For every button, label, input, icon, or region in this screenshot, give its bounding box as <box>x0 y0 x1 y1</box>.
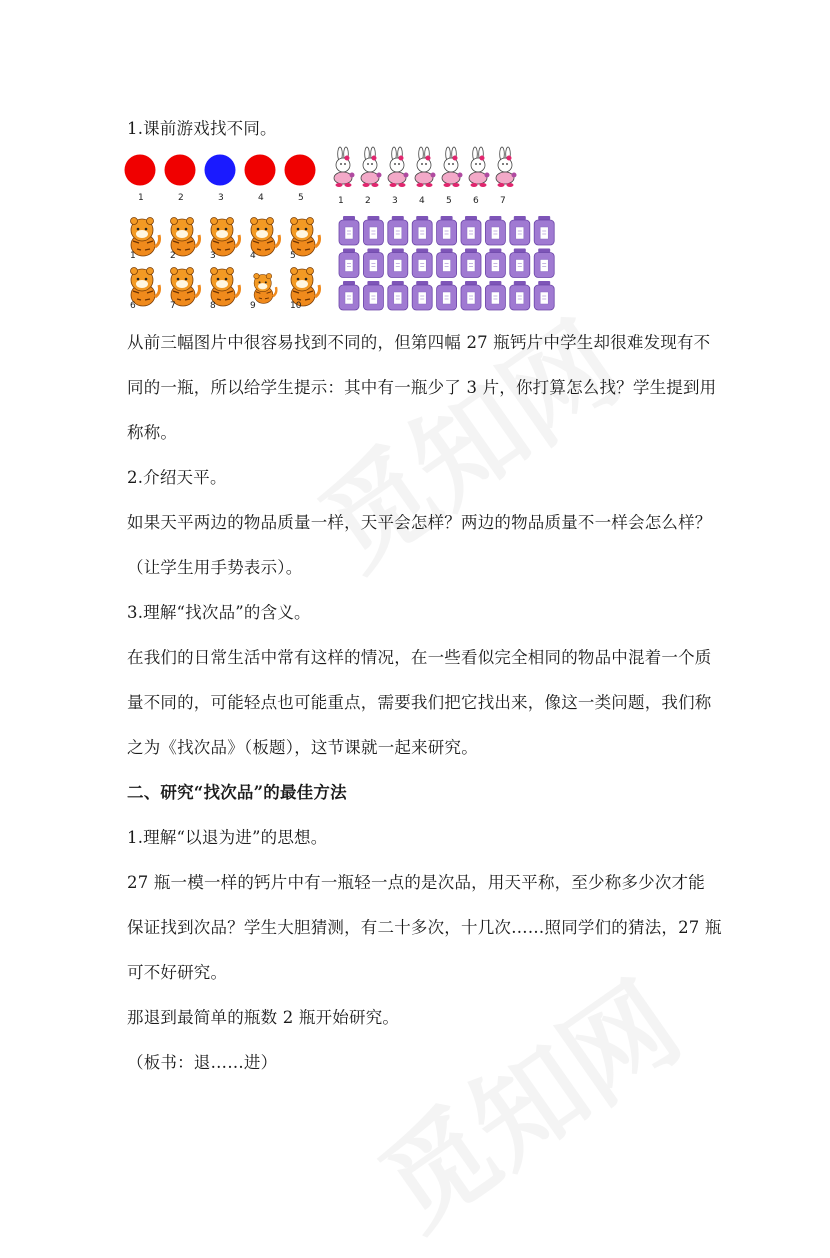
paragraph-line: 27 瓶一模一样的钙片中有一瓶轻一点的是次品，用天平称，至少称多少次才能 <box>127 873 705 892</box>
calcium-bottle-icon <box>412 249 432 278</box>
calcium-bottle-icon <box>485 249 505 278</box>
rabbit-label: 3 <box>392 196 398 206</box>
calcium-bottle-icon <box>510 281 530 310</box>
calcium-bottle-icon <box>412 281 432 310</box>
balls-svg <box>124 150 324 190</box>
rabbit-icon <box>388 147 409 187</box>
watermark <box>285 280 646 599</box>
paragraph-line: （让学生用手势表示）。 <box>127 558 303 577</box>
calcium-bottle-icon <box>388 216 408 245</box>
rabbit-icon <box>361 147 382 187</box>
calcium-bottle-icon <box>339 249 359 278</box>
calcium-bottle-icon <box>510 249 530 278</box>
figure-rabbits <box>327 145 532 210</box>
paragraph-line: 称称。 <box>127 423 178 442</box>
calcium-bottle-icon <box>461 281 481 310</box>
tiger-label: 10 <box>290 301 302 311</box>
paragraph-line: 保证找到次品？学生大胆猜测，有二十多次，十几次……照同学们的猜法，27 瓶 <box>127 918 722 937</box>
calcium-bottle-icon <box>363 249 383 278</box>
rabbit-icon <box>334 147 355 187</box>
figure-calcium-bottles <box>338 216 558 316</box>
rabbit-label: 4 <box>419 196 425 206</box>
rabbit-icon <box>496 147 517 187</box>
tiger-label: 1 <box>130 251 136 261</box>
ball-4 <box>245 155 276 186</box>
rabbit-icon <box>415 147 436 187</box>
heading-activity-1: 1.课前游戏找不同。 <box>127 119 277 138</box>
paragraph-line: 在我们的日常生活中常有这样的情况，在一些看似完全相同的物品中混着一个质 <box>127 648 712 667</box>
tigers-svg <box>124 215 324 315</box>
paragraph-line: 如果天平两边的物品质量一样，天平会怎样？两边的物品质量不一样会怎么样？ <box>127 513 712 532</box>
rabbit-icon <box>442 147 463 187</box>
figure-balls <box>124 150 324 210</box>
ball-label: 2 <box>178 193 184 203</box>
calcium-bottle-icon <box>363 216 383 245</box>
paragraph-line: 那退到最简单的瓶数 2 瓶开始研究。 <box>127 1008 400 1027</box>
tiger-label: 5 <box>290 251 296 261</box>
calcium-bottle-icon <box>339 216 359 245</box>
paragraph-line: 可不好研究。 <box>127 963 228 982</box>
bottles-svg <box>338 216 558 316</box>
tiger-label: 6 <box>130 301 136 311</box>
ball-label: 1 <box>138 193 144 203</box>
calcium-bottle-icon <box>510 216 530 245</box>
paragraph-line: 从前三幅图片中很容易找到不同的，但第四幅 27 瓶钙片中学生却很难发现有不 <box>127 333 711 352</box>
rabbit-icon <box>469 147 490 187</box>
ball-label: 5 <box>298 193 304 203</box>
watermark-lower <box>345 940 706 1258</box>
calcium-bottle-icon <box>534 216 554 245</box>
heading-activity-2: 2.介绍天平。 <box>127 468 227 487</box>
rabbit-label: 7 <box>500 196 506 206</box>
ball-label: 3 <box>218 193 224 203</box>
calcium-bottle-icon <box>485 281 505 310</box>
paragraph-line: 量不同的，可能轻点也可能重点，需要我们把它找出来，像这一类问题，我们称 <box>127 693 712 712</box>
rabbit-label: 5 <box>446 196 452 206</box>
board-note: （板书：退……进） <box>127 1053 278 1072</box>
calcium-bottle-icon <box>363 281 383 310</box>
calcium-bottle-icon <box>461 249 481 278</box>
heading-activity-3: 3.理解“找次品”的含义。 <box>127 603 311 622</box>
tiger-label: 2 <box>170 251 176 261</box>
section-heading-2: 二、研究“找次品”的最佳方法 <box>127 783 347 802</box>
ball-label: 4 <box>258 193 264 203</box>
tiger-icon <box>254 273 277 303</box>
rabbit-label: 6 <box>473 196 479 206</box>
tiger-label: 7 <box>170 301 176 311</box>
calcium-bottle-icon <box>388 249 408 278</box>
calcium-bottle-icon <box>534 281 554 310</box>
figure-tigers <box>124 215 324 315</box>
tiger-label: 9 <box>250 301 256 311</box>
rabbit-label: 1 <box>338 196 344 206</box>
calcium-bottle-icon <box>461 216 481 245</box>
tiger-label: 3 <box>210 251 216 261</box>
tiger-label: 4 <box>250 251 256 261</box>
ball-3 <box>205 155 236 186</box>
calcium-bottle-icon <box>388 281 408 310</box>
ball-1 <box>125 155 156 186</box>
ball-2 <box>165 155 196 186</box>
calcium-bottle-icon <box>534 249 554 278</box>
calcium-bottle-icon <box>339 281 359 310</box>
rabbit-label: 2 <box>365 196 371 206</box>
calcium-bottle-icon <box>437 216 457 245</box>
tiger-label: 8 <box>210 301 216 311</box>
paragraph-line: 之为《找次品》（板题），这节课就一起来研究。 <box>127 738 478 757</box>
calcium-bottle-icon <box>412 216 432 245</box>
calcium-bottle-icon <box>437 281 457 310</box>
calcium-bottle-icon <box>437 249 457 278</box>
rabbits-svg <box>327 145 532 191</box>
ball-5 <box>285 155 316 186</box>
heading-activity-2-1: 1.理解“以退为进”的思想。 <box>127 828 328 847</box>
paragraph-line: 同的一瓶，所以给学生提示：其中有一瓶少了 3 片，你打算怎么找？学生提到用 <box>127 378 717 397</box>
calcium-bottle-icon <box>485 216 505 245</box>
